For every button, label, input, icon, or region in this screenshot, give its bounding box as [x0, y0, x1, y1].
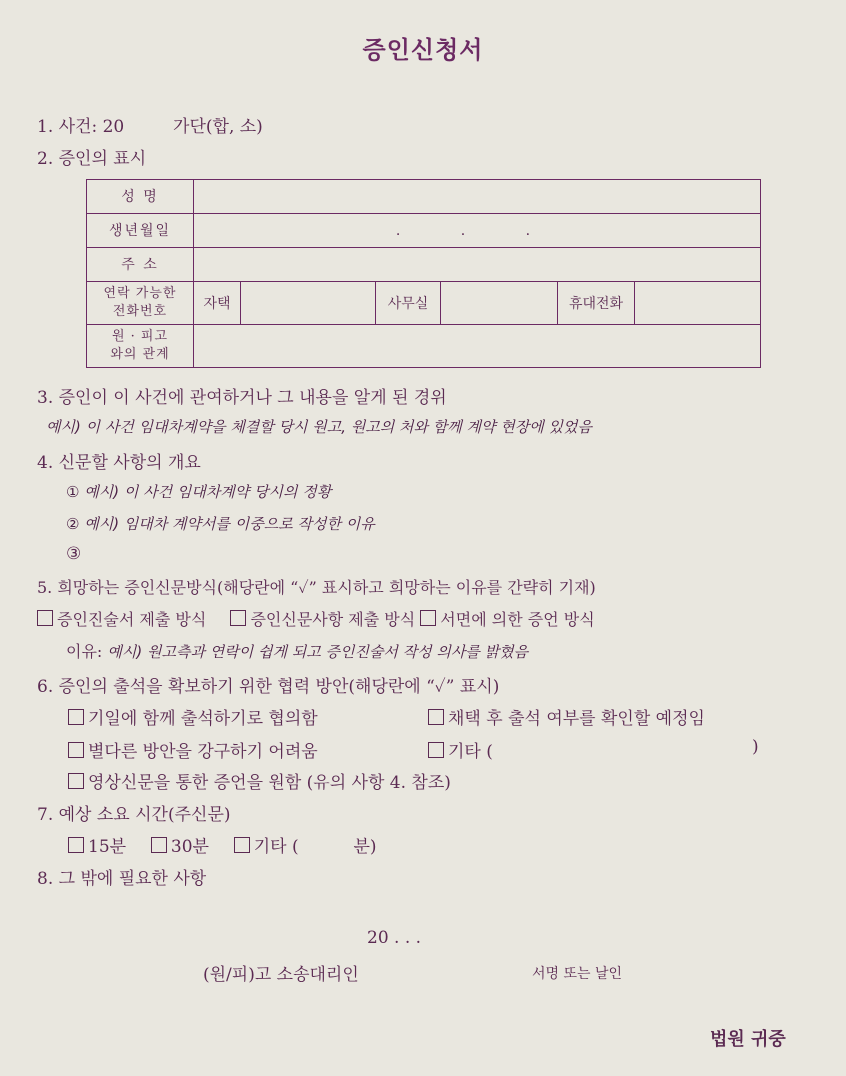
s6-checkbox-2[interactable]	[428, 709, 444, 725]
s6-checkbox-1[interactable]	[68, 709, 84, 725]
s3-heading: 3. 증인이 이 사건에 관여하거나 그 내용을 알게 된 경위	[37, 388, 447, 408]
s6-option-2	[428, 704, 705, 729]
address-field[interactable]	[194, 248, 761, 282]
footer-party: (원/피)고 소송대리인	[203, 965, 359, 985]
s6-opt4-close: )	[752, 737, 759, 757]
s5-reason-label: 이유:	[66, 642, 103, 661]
s6-option-4	[428, 737, 493, 762]
s5-opt3: 서면에 의한 증언 방식	[440, 610, 595, 629]
home-label: 자택	[194, 282, 241, 325]
s5-options	[37, 607, 595, 630]
s6-checkbox-4[interactable]	[428, 742, 444, 758]
s6-option-1	[68, 704, 318, 729]
phone-label-line2: 전화번호	[112, 304, 168, 319]
s4-item-2: ② 예시) 임대차 계약서를 이중으로 작성한 이유	[66, 515, 375, 533]
s6-heading: 6. 증인의 출석을 확보하기 위한 협력 방안(해당란에 “✓” 표시)	[37, 677, 500, 697]
s5-opt1: 증인진술서 제출 방식	[57, 610, 207, 629]
s6-opt5: 영상신문을 통한 증언을 원함 (유의 사항 4. 참조)	[88, 773, 451, 793]
case-line	[37, 112, 263, 137]
s7-opt1: 15분	[88, 837, 127, 857]
s5-heading: 5. 희망하는 증인신문방식(해당란에 “✓” 표시하고 희망하는 이유를 간략히 기재)	[37, 578, 596, 597]
s6-option-3	[68, 737, 318, 762]
mobile-phone-field[interactable]	[635, 282, 761, 325]
address-label: 주 소	[87, 248, 194, 282]
s4-heading: 4. 신문할 사항의 개요	[37, 453, 201, 473]
case-label: 1. 사건: 20	[37, 117, 125, 137]
birth-label: 생년월일	[87, 214, 194, 248]
witness-display-heading: 2. 증인의 표시	[37, 149, 147, 169]
s5-reason-text: 예시) 원고측과 연락이 쉽게 되고 증인진술서 작성 의사를 밝혔음	[107, 643, 529, 661]
s5-opt2: 증인신문사항 제출 방식	[250, 610, 416, 629]
s7-heading: 7. 예상 소요 시간(주신문)	[37, 805, 231, 825]
relation-label	[87, 325, 194, 368]
case-type: 가단(합, 소)	[173, 117, 263, 137]
relation-label-line2: 와의 관계	[110, 347, 170, 362]
s5-checkbox-1[interactable]	[37, 610, 53, 626]
s7-opt3: 기타 (	[253, 837, 299, 857]
relation-label-line1: 원 · 피고	[111, 329, 169, 344]
page-title: 증인신청서	[362, 36, 484, 64]
s6-opt2: 채택 후 출석 여부를 확인할 예정임	[448, 709, 705, 729]
s5-reason	[66, 639, 528, 662]
s7-checkbox-2[interactable]	[151, 837, 167, 853]
s6-opt1: 기일에 함께 출석하기로 협의함	[88, 709, 318, 729]
s7-opt3-unit: 분)	[353, 837, 377, 857]
mobile-label: 휴대전화	[558, 282, 635, 325]
s6-checkbox-5[interactable]	[68, 773, 84, 789]
s7-checkbox-1[interactable]	[68, 837, 84, 853]
relation-field[interactable]	[194, 325, 761, 368]
s4-item-1: ① 예시) 이 사건 임대차계약 당시의 정황	[66, 483, 332, 501]
office-phone-field[interactable]	[441, 282, 558, 325]
office-label: 사무실	[376, 282, 441, 325]
s4-item-3: ③	[66, 544, 82, 564]
s3-example: 예시) 이 사건 임대차계약을 체결할 당시 원고, 원고의 처와 함께 계약 현장에 있었음	[46, 418, 593, 436]
s5-checkbox-3[interactable]	[420, 610, 436, 626]
s5-checkbox-2[interactable]	[230, 610, 246, 626]
s7-options	[68, 832, 377, 857]
phone-label-line1: 연락 가능한	[103, 286, 177, 301]
home-phone-field[interactable]	[241, 282, 376, 325]
phone-label	[87, 282, 194, 325]
s8-heading: 8. 그 밖에 필요한 사항	[37, 869, 207, 889]
court-addressee: 법원 귀중	[710, 1029, 786, 1050]
witness-table	[86, 179, 761, 368]
birth-field[interactable]: . . .	[194, 214, 761, 248]
footer-sign: 서명 또는 날인	[532, 966, 623, 982]
s6-checkbox-3[interactable]	[68, 742, 84, 758]
name-label: 성 명	[87, 180, 194, 214]
name-field[interactable]	[194, 180, 761, 214]
s7-checkbox-3[interactable]	[234, 837, 250, 853]
s6-opt4: 기타 (	[448, 742, 493, 762]
s6-opt3: 별다른 방안을 강구하기 어려움	[88, 742, 318, 762]
s7-opt2: 30분	[170, 837, 209, 857]
s6-option-5	[68, 768, 451, 793]
footer-date: 20 . . .	[367, 928, 422, 948]
